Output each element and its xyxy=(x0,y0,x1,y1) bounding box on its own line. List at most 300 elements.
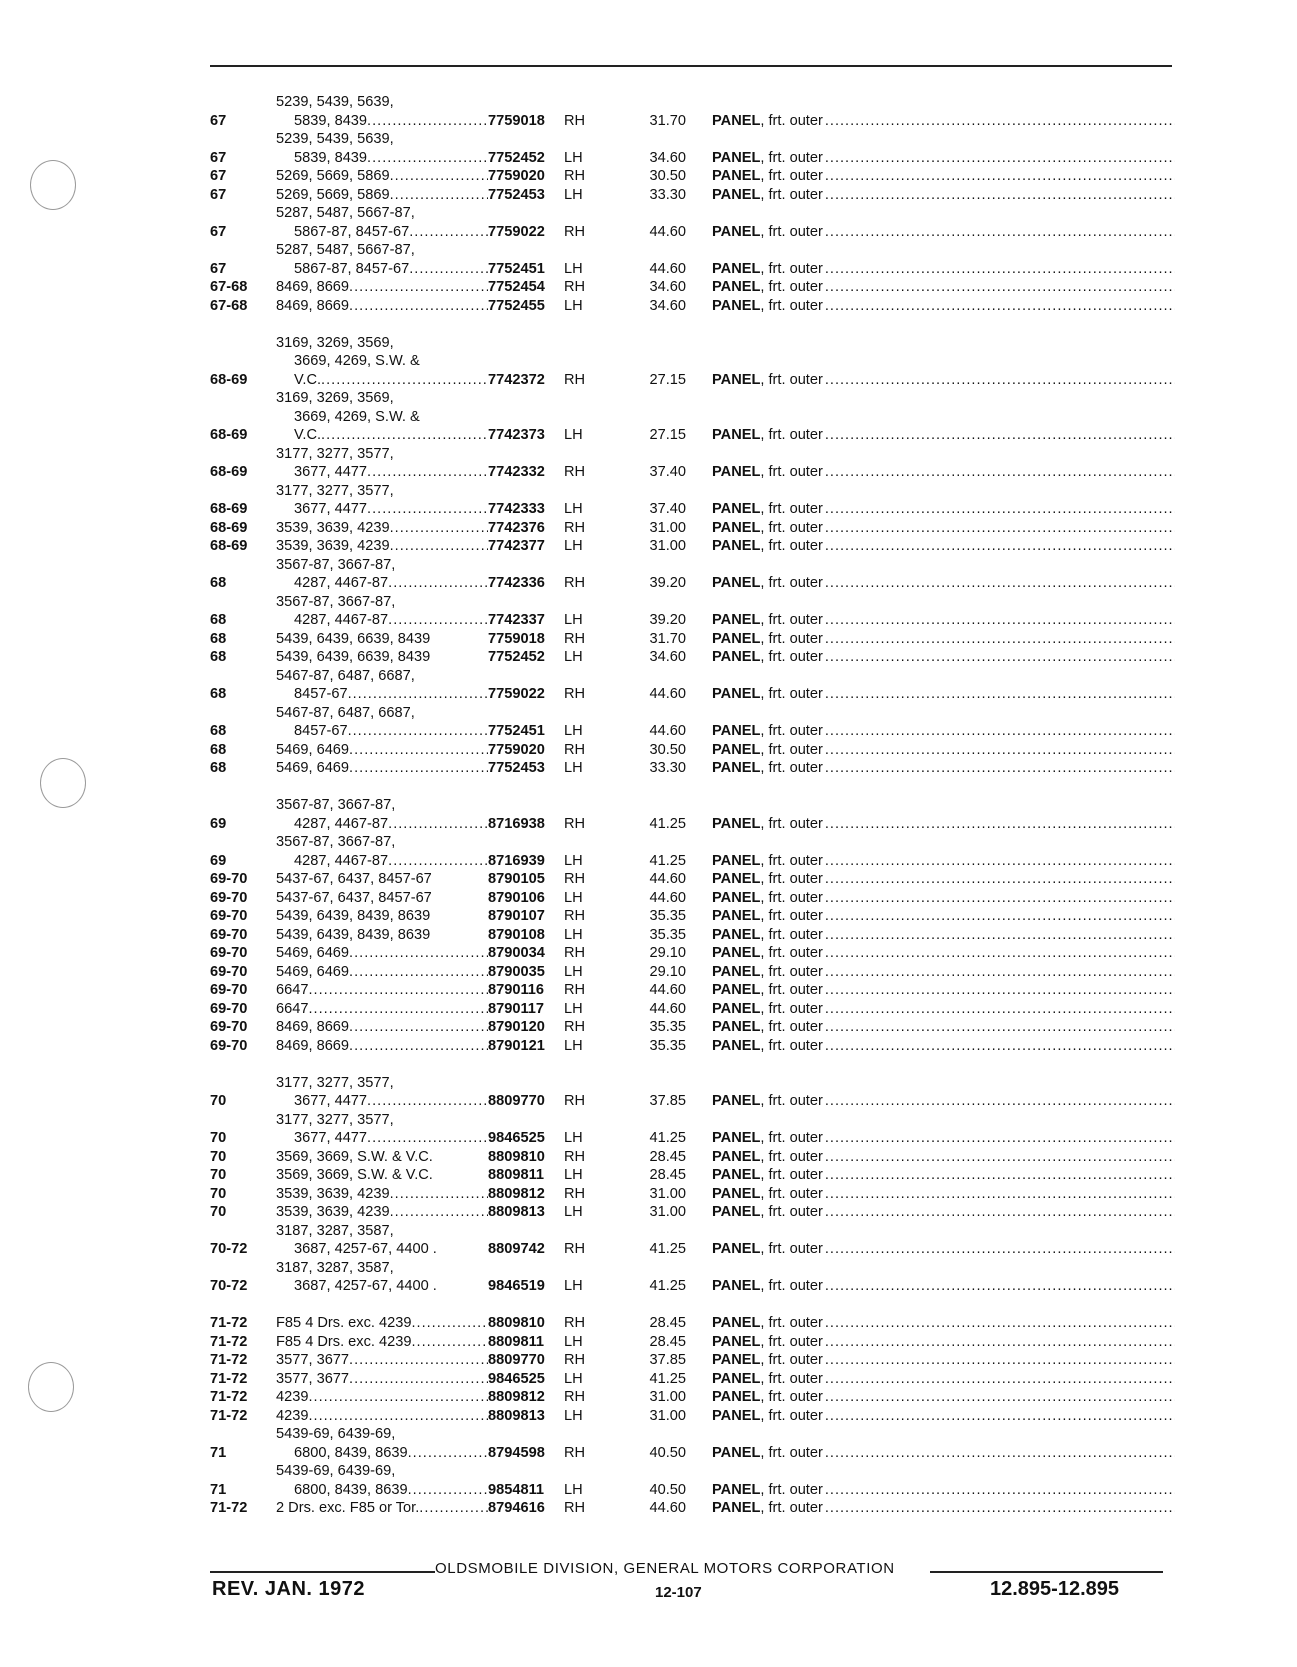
part-name: PANEL xyxy=(712,112,761,129)
model-year: 69-70 xyxy=(210,926,248,943)
leader-dots xyxy=(411,1314,488,1333)
price: 29.10 xyxy=(649,945,686,961)
price: 31.00 xyxy=(649,538,686,554)
model-numbers xyxy=(276,1000,488,1019)
side-indicator: LH xyxy=(564,1278,583,1294)
model-year: 67 xyxy=(210,223,227,240)
part-number: 8809811 xyxy=(488,1333,545,1350)
price: 44.60 xyxy=(649,723,686,739)
leader-dots xyxy=(825,611,1175,630)
model-year: 69 xyxy=(210,815,227,832)
part-qualifier: , frt. outer xyxy=(760,1500,823,1516)
part-qualifier: , frt. outer xyxy=(760,371,823,388)
leader-dots xyxy=(308,1407,488,1426)
part-qualifier: , frt. outer xyxy=(760,501,823,517)
leader-dots xyxy=(825,1129,1175,1148)
leader-dots xyxy=(825,907,1175,926)
part-name: PANEL xyxy=(712,1352,761,1368)
model-line: 5437-67, 6437, 8457-67 xyxy=(276,889,432,906)
side-indicator: RH xyxy=(564,871,586,887)
side-indicator: RH xyxy=(564,815,586,832)
model-line: 5239, 5439, 5639, xyxy=(276,94,394,110)
model-line: 3677, 4477 xyxy=(294,501,368,517)
side-indicator: LH xyxy=(564,427,583,443)
catalog-row xyxy=(210,1166,1175,1185)
model-year: 68-69 xyxy=(210,501,248,517)
side-indicator: LH xyxy=(564,612,583,628)
model-year: 68-69 xyxy=(210,371,248,388)
catalog-row xyxy=(210,1203,1175,1222)
model-numbers xyxy=(276,981,488,1000)
catalog-row xyxy=(210,741,1175,760)
part-description xyxy=(712,1166,1175,1185)
part-name: PANEL xyxy=(712,1167,761,1183)
price: 44.60 xyxy=(649,223,686,240)
side-indicator: LH xyxy=(564,963,583,980)
part-qualifier: , frt. outer xyxy=(760,1352,823,1368)
part-number: 7752452 xyxy=(488,649,545,665)
part-name: PANEL xyxy=(712,649,761,665)
leader-dots xyxy=(825,1037,1175,1056)
leader-dots xyxy=(825,685,1175,704)
part-number: 8809770 xyxy=(488,1093,545,1109)
side-indicator: LH xyxy=(564,723,583,739)
price: 41.25 xyxy=(649,1278,686,1294)
model-year: 68 xyxy=(210,686,227,702)
footer-rule-right xyxy=(930,1571,1163,1573)
side-indicator: RH xyxy=(564,908,586,924)
leader-dots xyxy=(825,648,1175,667)
part-name: PANEL xyxy=(712,223,761,240)
price: 35.35 xyxy=(649,908,686,924)
catalog-row xyxy=(210,519,1175,538)
price: 28.45 xyxy=(649,1167,686,1183)
model-year: 69-70 xyxy=(210,963,248,980)
model-year: 70-72 xyxy=(210,1241,248,1257)
part-qualifier: , frt. outer xyxy=(760,741,823,758)
catalog-row xyxy=(210,297,1175,316)
leader-dots xyxy=(390,186,488,205)
part-name: PANEL xyxy=(712,889,761,906)
price: 44.60 xyxy=(649,889,686,906)
side-indicator: RH xyxy=(564,1500,586,1516)
model-line: 3669, 4269, S.W. & xyxy=(294,408,420,425)
side-indicator: RH xyxy=(564,371,586,388)
part-qualifier: , frt. outer xyxy=(760,686,823,702)
part-name: PANEL xyxy=(712,1315,761,1331)
model-numbers xyxy=(276,1166,488,1185)
catalog-row xyxy=(210,1370,1175,1389)
part-number: 8790035 xyxy=(488,963,545,980)
side-indicator: LH xyxy=(564,852,583,869)
catalog-row xyxy=(210,796,1175,833)
side-indicator: RH xyxy=(564,1185,586,1202)
price: 35.35 xyxy=(649,1019,686,1035)
catalog-row xyxy=(210,833,1175,870)
leader-dots xyxy=(825,537,1175,556)
model-line: 3577, 3677 xyxy=(276,1370,350,1387)
catalog-row xyxy=(210,334,1175,390)
catalog-row xyxy=(210,1333,1175,1352)
price: 44.60 xyxy=(649,1500,686,1516)
part-qualifier: , frt. outer xyxy=(760,630,823,647)
part-name: PANEL xyxy=(712,741,761,758)
leader-dots xyxy=(411,1333,488,1352)
model-numbers xyxy=(276,1370,488,1389)
catalog-row xyxy=(210,1018,1175,1037)
part-number: 8790034 xyxy=(488,945,545,961)
part-qualifier: , frt. outer xyxy=(760,186,823,203)
model-year: 71-72 xyxy=(210,1315,248,1331)
model-year: 68 xyxy=(210,741,227,758)
part-description xyxy=(712,186,1175,205)
side-indicator: RH xyxy=(564,945,586,961)
side-indicator: LH xyxy=(564,1000,583,1017)
part-qualifier: , frt. outer xyxy=(760,649,823,665)
part-description xyxy=(712,1092,1175,1111)
model-numbers xyxy=(276,1185,488,1204)
leader-dots xyxy=(825,167,1175,186)
leader-dots xyxy=(825,500,1175,519)
part-name: PANEL xyxy=(712,1278,761,1294)
part-description xyxy=(712,260,1175,279)
leader-dots xyxy=(825,889,1175,908)
footer-revision-date: REV. JAN. 1972 xyxy=(212,1578,366,1600)
model-year: 70 xyxy=(210,1167,227,1183)
catalog-row xyxy=(210,889,1175,908)
side-indicator: RH xyxy=(564,630,586,647)
part-number: 7759018 xyxy=(488,630,545,647)
leader-dots xyxy=(349,278,488,297)
model-numbers xyxy=(276,1425,488,1462)
side-indicator: LH xyxy=(564,1130,583,1146)
model-numbers xyxy=(276,1407,488,1426)
model-year: 70-72 xyxy=(210,1278,248,1294)
leader-dots xyxy=(825,223,1175,242)
price: 34.60 xyxy=(649,297,686,314)
model-line: 5469, 6469 xyxy=(276,760,350,776)
leader-dots xyxy=(825,1370,1175,1389)
leader-dots xyxy=(825,1018,1175,1037)
model-line: 3177, 3277, 3577, xyxy=(276,445,394,462)
part-number: 8809810 xyxy=(488,1148,545,1165)
part-name: PANEL xyxy=(712,1093,761,1109)
side-indicator: LH xyxy=(564,538,583,554)
part-name: PANEL xyxy=(712,1204,761,1220)
part-qualifier: , frt. outer xyxy=(760,1241,823,1257)
part-qualifier: , frt. outer xyxy=(760,1148,823,1165)
leader-dots xyxy=(367,500,488,519)
part-number: 7759018 xyxy=(488,112,545,129)
part-qualifier: , frt. outer xyxy=(760,1407,823,1424)
leader-dots xyxy=(825,1148,1175,1167)
model-year: 71 xyxy=(210,1481,227,1498)
side-indicator: RH xyxy=(564,168,586,184)
catalog-row xyxy=(210,186,1175,205)
leader-dots xyxy=(349,963,488,982)
part-description xyxy=(712,963,1175,982)
model-line: 6647 xyxy=(276,1000,309,1017)
leader-dots xyxy=(308,1388,488,1407)
part-number: 7752452 xyxy=(488,149,545,166)
model-numbers xyxy=(276,648,488,667)
model-year: 71-72 xyxy=(210,1407,248,1424)
model-year: 70 xyxy=(210,1148,227,1165)
part-qualifier: , frt. outer xyxy=(760,427,823,443)
model-line: V.C. xyxy=(294,371,322,388)
part-number: 8809813 xyxy=(488,1407,545,1424)
side-indicator: RH xyxy=(564,223,586,240)
model-line: 5287, 5487, 5667-87, xyxy=(276,205,415,221)
leader-dots xyxy=(308,981,488,1000)
model-year: 67 xyxy=(210,168,227,184)
model-numbers xyxy=(276,889,488,908)
price: 37.40 xyxy=(649,464,686,480)
model-numbers xyxy=(276,926,488,945)
model-line: 5269, 5669, 5869 xyxy=(276,186,390,203)
catalog-row xyxy=(210,593,1175,630)
model-numbers xyxy=(276,833,488,870)
model-line: 5467-87, 6487, 6687, xyxy=(276,704,415,721)
part-description xyxy=(712,759,1175,778)
leader-dots xyxy=(349,297,488,316)
model-year: 68 xyxy=(210,575,227,591)
part-qualifier: , frt. outer xyxy=(760,612,823,628)
footer-rule-left xyxy=(210,1571,435,1573)
price: 41.25 xyxy=(649,815,686,832)
leader-dots xyxy=(349,759,488,778)
model-line: 8457-67 xyxy=(294,723,348,739)
model-year: 69-70 xyxy=(210,1000,248,1017)
model-line: 3687, 4257-67, 4400 . xyxy=(294,1241,437,1257)
model-line: 5239, 5439, 5639, xyxy=(276,131,394,147)
price: 37.85 xyxy=(649,1352,686,1368)
binder-hole-middle xyxy=(40,758,86,808)
part-number: 9846519 xyxy=(488,1278,545,1294)
part-number: 8794598 xyxy=(488,1444,545,1461)
price: 31.00 xyxy=(649,519,686,536)
part-qualifier: , frt. outer xyxy=(760,464,823,480)
part-name: PANEL xyxy=(712,149,761,166)
leader-dots xyxy=(825,1388,1175,1407)
part-qualifier: , frt. outer xyxy=(760,538,823,554)
side-indicator: RH xyxy=(564,1352,586,1368)
model-line: 3567-87, 3667-87, xyxy=(276,797,396,813)
side-indicator: RH xyxy=(564,741,586,758)
leader-dots xyxy=(825,1240,1175,1259)
part-number: 8790108 xyxy=(488,926,545,943)
model-line: 3187, 3287, 3587, xyxy=(276,1222,394,1239)
model-year: 70 xyxy=(210,1204,227,1220)
model-line: 2 Drs. exc. F85 or Tor. xyxy=(276,1500,420,1516)
leader-dots xyxy=(390,537,488,556)
part-description xyxy=(712,1000,1175,1019)
model-line: 3677, 4477 xyxy=(294,1130,368,1146)
leader-dots xyxy=(390,1185,488,1204)
side-indicator: RH xyxy=(564,519,586,536)
part-name: PANEL xyxy=(712,1000,761,1017)
leader-dots xyxy=(388,574,488,593)
part-number: 7752455 xyxy=(488,297,545,314)
binder-hole-bottom xyxy=(28,1362,74,1412)
leader-dots xyxy=(825,926,1175,945)
part-name: PANEL xyxy=(712,686,761,702)
model-numbers xyxy=(276,1111,488,1148)
leader-dots xyxy=(349,944,488,963)
part-name: PANEL xyxy=(712,982,761,998)
model-numbers xyxy=(276,1148,488,1167)
catalog-row xyxy=(210,1314,1175,1333)
part-name: PANEL xyxy=(712,1130,761,1146)
part-name: PANEL xyxy=(712,852,761,869)
binder-hole-top xyxy=(30,160,76,210)
part-number: 8809770 xyxy=(488,1352,545,1368)
part-number: 7759020 xyxy=(488,168,545,184)
price: 41.25 xyxy=(649,1130,686,1146)
price: 41.25 xyxy=(649,1241,686,1257)
part-number: 8790105 xyxy=(488,871,545,887)
side-indicator: LH xyxy=(564,149,583,166)
part-qualifier: , frt. outer xyxy=(760,1333,823,1350)
part-name: PANEL xyxy=(712,723,761,739)
side-indicator: LH xyxy=(564,260,583,277)
part-name: PANEL xyxy=(712,1148,761,1165)
part-qualifier: , frt. outer xyxy=(760,982,823,998)
leader-dots xyxy=(825,759,1175,778)
model-line: 3569, 3669, S.W. & V.C. xyxy=(276,1167,433,1183)
part-qualifier: , frt. outer xyxy=(760,112,823,129)
model-year: 71-72 xyxy=(210,1389,248,1405)
model-line: 3177, 3277, 3577, xyxy=(276,1111,394,1128)
catalog-row xyxy=(210,1222,1175,1259)
part-number: 8809812 xyxy=(488,1389,545,1405)
price: 34.60 xyxy=(649,279,686,295)
catalog-row xyxy=(210,1000,1175,1019)
part-qualifier: , frt. outer xyxy=(760,1389,823,1405)
price: 31.00 xyxy=(649,1185,686,1202)
leader-dots xyxy=(825,741,1175,760)
model-numbers xyxy=(276,389,488,445)
catalog-row xyxy=(210,981,1175,1000)
part-description xyxy=(712,574,1175,593)
part-qualifier: , frt. outer xyxy=(760,1019,823,1035)
footer-page-number: 12-107 xyxy=(655,1584,702,1601)
model-line: 3177, 3277, 3577, xyxy=(276,482,394,499)
part-number: 8716938 xyxy=(488,815,545,832)
catalog-row xyxy=(210,963,1175,982)
model-year: 68-69 xyxy=(210,464,248,480)
model-line: 3687, 4257-67, 4400 . xyxy=(294,1278,437,1294)
catalog-row xyxy=(210,704,1175,741)
side-indicator: RH xyxy=(564,279,586,295)
leader-dots xyxy=(349,1037,488,1056)
model-line: 3187, 3287, 3587, xyxy=(276,1259,394,1276)
model-numbers xyxy=(276,297,488,316)
part-description xyxy=(712,537,1175,556)
model-line: 5439, 6439, 6639, 8439 xyxy=(276,630,431,647)
part-name: PANEL xyxy=(712,1500,761,1516)
model-numbers xyxy=(276,241,488,278)
leader-dots xyxy=(825,1333,1175,1352)
side-indicator: LH xyxy=(564,1370,583,1387)
model-year: 70 xyxy=(210,1093,227,1109)
model-numbers xyxy=(276,1462,488,1499)
model-year: 71-72 xyxy=(210,1370,248,1387)
catalog-row xyxy=(210,870,1175,889)
leader-dots xyxy=(825,963,1175,982)
leader-dots xyxy=(825,944,1175,963)
model-year: 68 xyxy=(210,760,227,776)
catalog-row xyxy=(210,241,1175,278)
model-year: 67-68 xyxy=(210,279,248,295)
model-line: 5439-69, 6439-69, xyxy=(276,1426,396,1442)
model-line: 3569, 3669, S.W. & V.C. xyxy=(276,1148,433,1165)
part-description xyxy=(712,611,1175,630)
part-qualifier: , frt. outer xyxy=(760,815,823,832)
price: 30.50 xyxy=(649,741,686,758)
part-qualifier: , frt. outer xyxy=(760,963,823,980)
model-numbers xyxy=(276,167,488,186)
side-indicator: LH xyxy=(564,889,583,906)
part-number: 8809811 xyxy=(488,1167,545,1183)
leader-dots xyxy=(367,112,488,131)
leader-dots xyxy=(825,1444,1175,1463)
part-name: PANEL xyxy=(712,630,761,647)
model-year: 69-70 xyxy=(210,1019,248,1035)
price: 44.60 xyxy=(649,871,686,887)
model-numbers xyxy=(276,1018,488,1037)
model-year: 70 xyxy=(210,1130,227,1146)
leader-dots xyxy=(825,1092,1175,1111)
catalog-row xyxy=(210,445,1175,482)
model-numbers xyxy=(276,93,488,130)
catalog-row xyxy=(210,1388,1175,1407)
part-description xyxy=(712,1351,1175,1370)
price: 37.40 xyxy=(649,501,686,517)
part-description xyxy=(712,944,1175,963)
catalog-row xyxy=(210,482,1175,519)
leader-dots xyxy=(308,1000,488,1019)
model-numbers xyxy=(276,741,488,760)
price: 41.25 xyxy=(649,852,686,869)
model-numbers xyxy=(276,667,488,704)
catalog-row xyxy=(210,1425,1175,1462)
model-line: 6800, 8439, 8639 xyxy=(294,1444,408,1461)
side-indicator: RH xyxy=(564,1444,586,1461)
side-indicator: RH xyxy=(564,1241,586,1257)
catalog-row xyxy=(210,630,1175,649)
group-spacer xyxy=(210,1055,1175,1074)
model-line: 4287, 4467-87 xyxy=(294,815,389,832)
part-name: PANEL xyxy=(712,371,761,388)
part-name: PANEL xyxy=(712,297,761,314)
model-numbers xyxy=(276,1388,488,1407)
leader-dots xyxy=(825,1351,1175,1370)
model-numbers xyxy=(276,482,488,519)
side-indicator: RH xyxy=(564,1148,586,1165)
leader-dots xyxy=(348,722,488,741)
part-qualifier: , frt. outer xyxy=(760,908,823,924)
part-description xyxy=(712,1407,1175,1426)
part-name: PANEL xyxy=(712,1389,761,1405)
part-name: PANEL xyxy=(712,519,761,536)
leader-dots xyxy=(390,519,488,538)
leader-dots xyxy=(419,1499,488,1518)
side-indicator: LH xyxy=(564,760,583,776)
model-numbers xyxy=(276,759,488,778)
model-year: 67-68 xyxy=(210,297,248,314)
part-description xyxy=(712,926,1175,945)
